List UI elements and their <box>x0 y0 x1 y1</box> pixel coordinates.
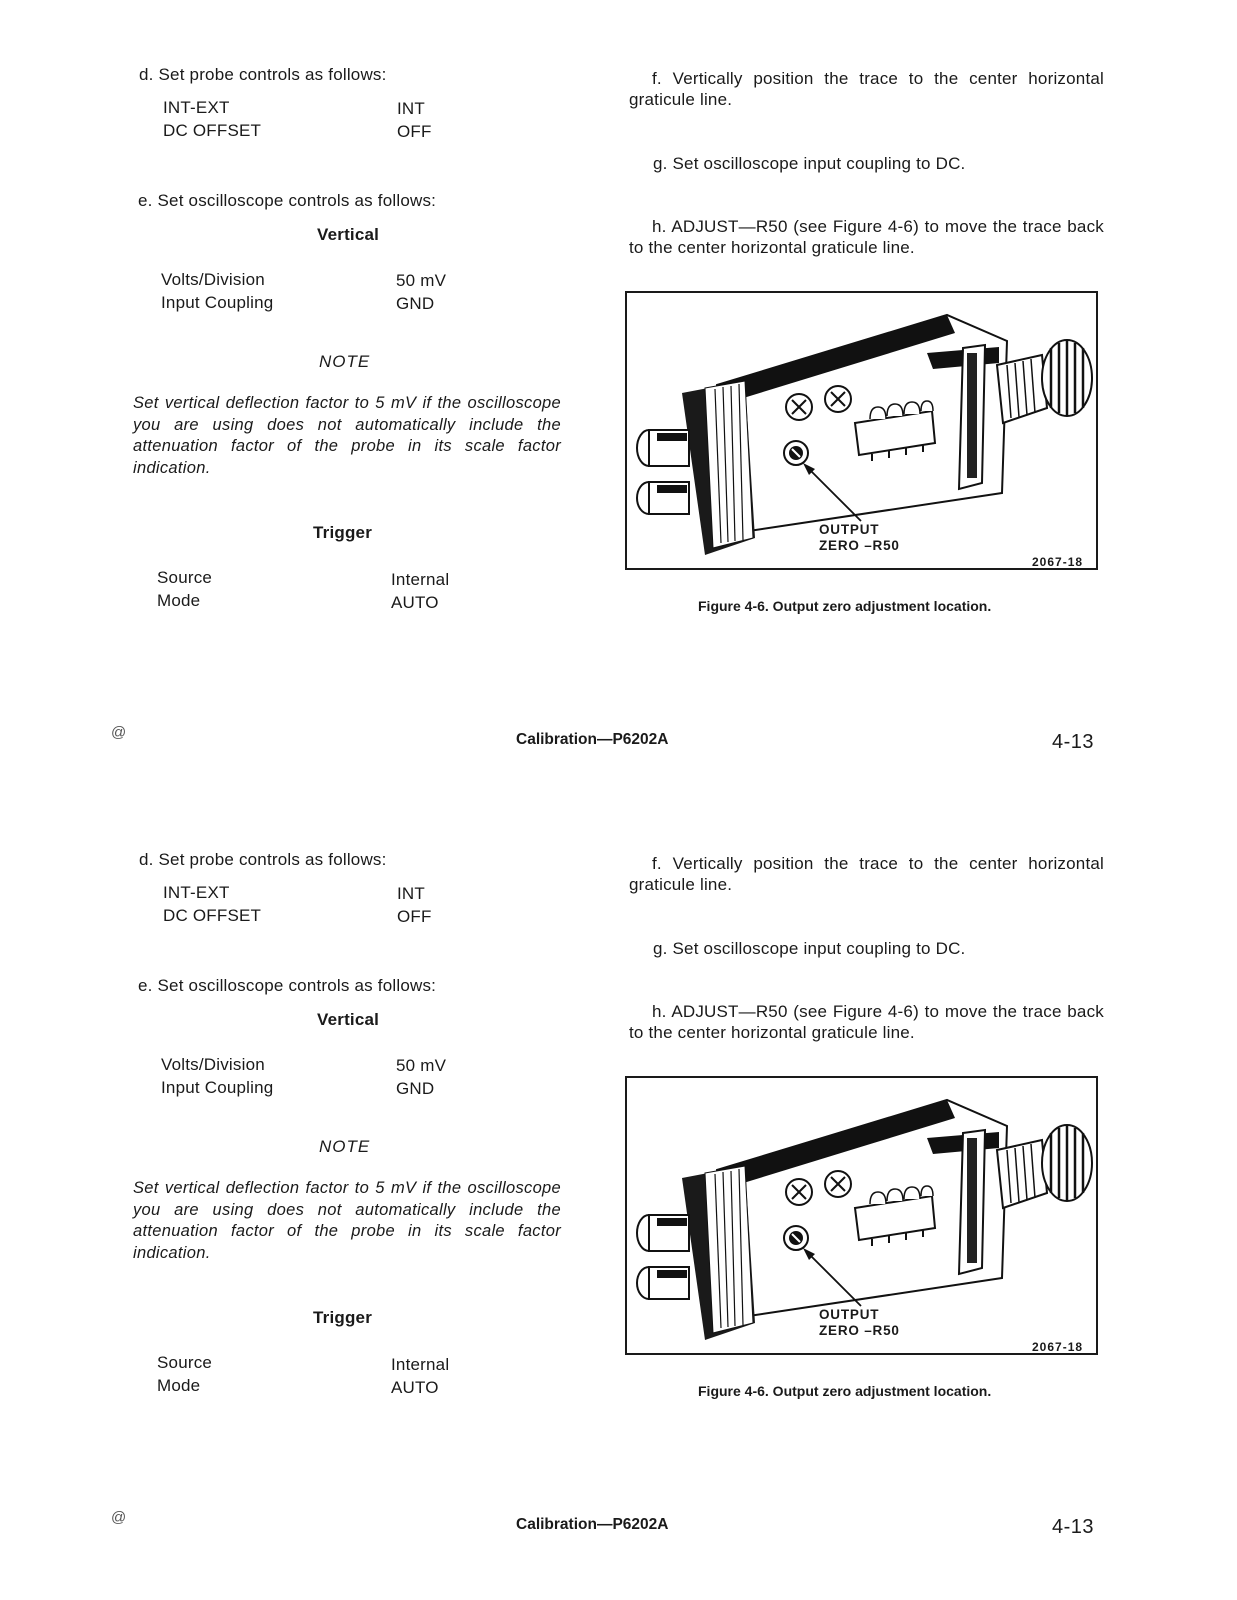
step-g-text: g. Set oscilloscope input coupling to DC. <box>653 939 966 958</box>
probe-control-name: DC OFFSET <box>163 906 262 925</box>
figure-caption: Figure 4-6. Output zero adjustment location. <box>698 1383 992 1399</box>
probe-control-value: OFF <box>397 907 432 926</box>
trigger-control-name: Mode <box>157 1376 201 1395</box>
vertical-control-value: GND <box>396 1079 435 1098</box>
step-f-text: f. Vertically position the trace to the center horizontal graticule line. <box>629 854 1104 894</box>
trigger-control-name: Mode <box>157 591 201 610</box>
note-title: NOTE <box>319 1137 371 1156</box>
step-g-text: g. Set oscilloscope input coupling to DC. <box>653 154 966 173</box>
figure-label-line1: OUTPUT <box>819 1307 880 1322</box>
step-d-label: d. Set probe controls as follows: <box>139 65 387 84</box>
footer-title: Calibration—P6202A <box>516 1516 669 1533</box>
figure-label-line2: ZERO –R50 <box>819 538 900 553</box>
probe-control-name: INT-EXT <box>163 98 230 117</box>
vertical-heading: Vertical <box>317 225 380 244</box>
trigger-control-value: AUTO <box>391 593 439 612</box>
figure-number: 2067-18 <box>1032 1340 1084 1354</box>
trigger-heading: Trigger <box>313 523 373 542</box>
vertical-heading: Vertical <box>317 1010 380 1029</box>
trigger-heading: Trigger <box>313 1308 373 1327</box>
trigger-control-value: Internal <box>391 570 450 589</box>
page-section <box>0 785 1237 1585</box>
vertical-control-name: Volts/Division <box>161 270 265 289</box>
vertical-control-name: Input Coupling <box>161 293 274 312</box>
trigger-control-name: Source <box>157 568 213 587</box>
footer-mark: @ <box>111 1509 127 1526</box>
step-e-label: e. Set oscilloscope controls as follows: <box>138 976 437 995</box>
vertical-control-value: GND <box>396 294 435 313</box>
step-f-text: f. Vertically position the trace to the center horizontal graticule line. <box>629 69 1104 109</box>
trigger-control-value: Internal <box>391 1355 450 1374</box>
figure-caption: Figure 4-6. Output zero adjustment location. <box>698 598 992 614</box>
figure-number: 2067-18 <box>1032 555 1084 569</box>
step-d-label: d. Set probe controls as follows: <box>139 850 387 869</box>
vertical-control-value: 50 mV <box>396 1056 447 1075</box>
probe-control-value: INT <box>397 884 425 903</box>
figure-label-line2: ZERO –R50 <box>819 1323 900 1338</box>
vertical-control-name: Input Coupling <box>161 1078 274 1097</box>
page-number: 4-13 <box>1052 1516 1095 1538</box>
step-e-label: e. Set oscilloscope controls as follows: <box>138 191 437 210</box>
trigger-control-value: AUTO <box>391 1378 439 1397</box>
probe-control-name: DC OFFSET <box>163 121 262 140</box>
vertical-control-name: Volts/Division <box>161 1055 265 1074</box>
step-h-text: h. ADJUST—R50 (see Figure 4-6) to move the trace back to the center horizontal graticule line. <box>629 217 1104 257</box>
footer-title: Calibration—P6202A <box>516 731 669 748</box>
figure-frame <box>625 1076 1098 1355</box>
note-body: Set vertical deflection factor to 5 mV if the oscilloscope you are using does not automatically include the attenuation factor of the probe in its scale factor indication. <box>133 1179 561 1262</box>
figure-frame <box>625 291 1098 570</box>
step-h-text: h. ADJUST—R50 (see Figure 4-6) to move the trace back to the center horizontal graticule line. <box>629 1002 1104 1042</box>
footer-mark: @ <box>111 724 127 741</box>
probe-control-name: INT-EXT <box>163 883 230 902</box>
note-body: Set vertical deflection factor to 5 mV if the oscilloscope you are using does not automatically include the attenuation factor of the probe in its scale factor indication. <box>133 394 561 477</box>
trigger-control-name: Source <box>157 1353 213 1372</box>
probe-control-value: OFF <box>397 122 432 141</box>
vertical-control-value: 50 mV <box>396 271 447 290</box>
figure-label-line1: OUTPUT <box>819 522 880 537</box>
probe-control-value: INT <box>397 99 425 118</box>
note-title: NOTE <box>319 352 371 371</box>
page-number: 4-13 <box>1052 731 1095 753</box>
